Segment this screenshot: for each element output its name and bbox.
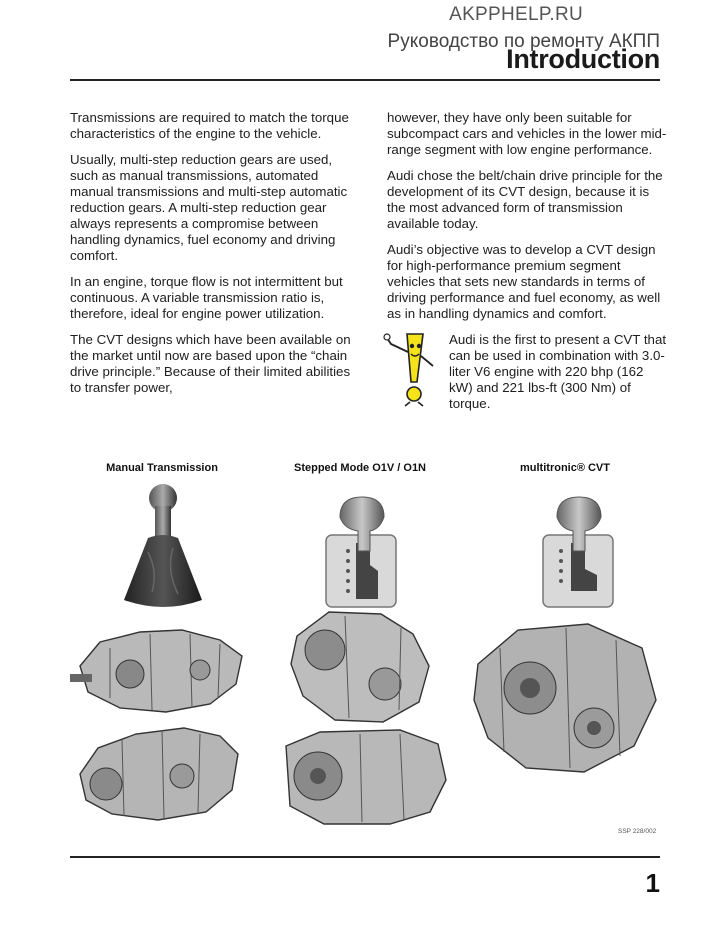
cvt-transmission-image (470, 618, 660, 778)
right-column (387, 110, 669, 412)
left-column (70, 110, 352, 406)
paragraph: Transmissions are required to match the torque characteristics of the engine to the vehicle. (70, 110, 349, 141)
diagram-title-stepped: Stepped Mode O1V / O1N (293, 462, 427, 474)
header-subtitle: Руководство по ремонту АКПП (387, 31, 660, 52)
footer-rule (70, 856, 660, 858)
manual-transmission-upper-image (70, 618, 250, 718)
paragraph: In an engine, torque flow is not intermittent but continuous. A variable transmission ratio is, therefore, ideal for engine power utilization. (70, 274, 343, 321)
paragraph: Audi chose the belt/chain drive principle for the development of its CVT design, because it is the most advanced form of transmission available today. (387, 168, 663, 231)
paragraph: The CVT designs which have been available on the market until now are based upon the “chain drive principle.” Because of their limited abilities to transfer power, (70, 332, 351, 395)
paragraph: Usually, multi-step reduction gears are used, such as manual transmissions, automated manual transmissions and multi-step automatic reduction gears. A multi-step reduction gear always represents a compromise between handling dynamics, fuel economy and driving comfort. (70, 152, 348, 263)
exclamation-mascot-icon (383, 330, 445, 408)
figure-reference: SSP 228/002 (618, 828, 657, 835)
page-number: 1 (645, 868, 660, 898)
page-title: Introduction (506, 44, 660, 74)
paragraph: however, they have only been suitable for subcompact cars and vehicles in the lower mid-range segment with low engine performance. (387, 110, 667, 157)
note-box (387, 332, 669, 412)
diagram-title-manual: Manual Transmission (106, 462, 218, 474)
stepped-transmission-upper-image (285, 606, 435, 726)
cvt-shifter-image (535, 495, 620, 610)
manual-transmission-lower-image (72, 720, 242, 822)
stepped-shifter-image (318, 495, 403, 610)
site-name: AKPPHELP.RU (449, 4, 583, 25)
paragraph: Audi’s objective was to develop a CVT design for high-performance premium segment vehicles that sets new standards in terms of driving performance and fuel economy, as well as in handling dynamics and comfort. (387, 242, 661, 321)
note-text: Audi is the first to present a CVT that can be used in combination with 3.0-liter V6 engine with 220 bhp (162 kW) and 221 lbs-ft (300 Nm) of torque. (449, 332, 667, 411)
stepped-transmission-lower-image (280, 726, 450, 828)
manual-shift-knob-image (118, 482, 208, 612)
header-rule (70, 79, 660, 81)
diagram-title-cvt: multitronic® CVT (520, 462, 610, 474)
